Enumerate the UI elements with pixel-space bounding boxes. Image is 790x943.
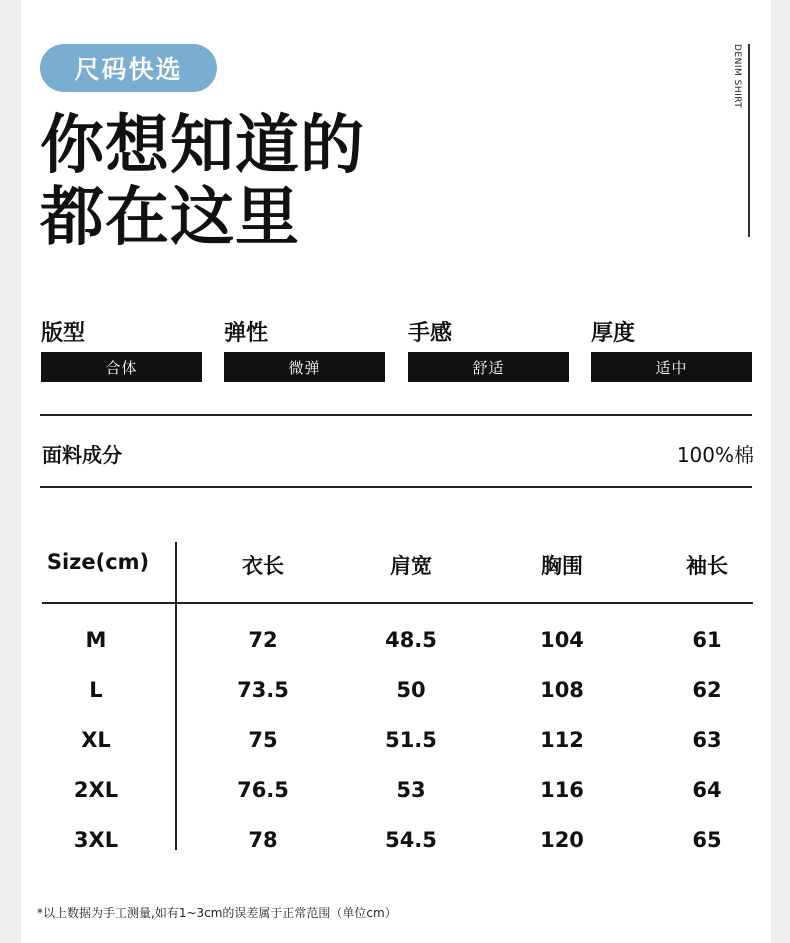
- row-m-length: 72: [248, 628, 278, 652]
- row-xl-chest: 112: [540, 728, 584, 752]
- row-2xl-size: 2XL: [73, 778, 119, 802]
- header-chest: 胸围: [541, 554, 583, 578]
- row-3xl-length: 78: [248, 828, 278, 852]
- row-3xl-chest: 120: [540, 828, 584, 852]
- measurement-note: *以上数据为手工测量,如有1~3cm的误差属于正常范围（单位cm）: [37, 906, 397, 920]
- vertical-divider: [748, 44, 750, 237]
- header-sleeve: 袖长: [686, 554, 728, 578]
- row-m-chest: 104: [540, 628, 584, 652]
- header-size: Size(cm): [46, 550, 150, 574]
- row-2xl-length: 76.5: [237, 778, 289, 802]
- row-3xl-sleeve: 65: [692, 828, 722, 852]
- row-xl-sleeve: 63: [692, 728, 722, 752]
- row-m-size: M: [85, 628, 107, 652]
- attr-elasticity-value: 微弹: [224, 352, 385, 382]
- headline-line-2: 都在这里: [40, 181, 300, 255]
- row-l-length: 73.5: [237, 678, 289, 702]
- size-quick-pick-badge: 尺码快选: [40, 44, 217, 92]
- row-3xl-shoulder: 54.5: [385, 828, 437, 852]
- divider-top: [40, 414, 752, 416]
- row-xl-size: XL: [81, 728, 111, 752]
- row-l-sleeve: 62: [692, 678, 722, 702]
- table-header-divider: [42, 602, 753, 604]
- row-3xl-size: 3XL: [73, 828, 119, 852]
- row-l-chest: 108: [540, 678, 584, 702]
- attr-thickness-label: 厚度: [591, 321, 636, 346]
- row-xl-length: 75: [248, 728, 278, 752]
- row-2xl-chest: 116: [540, 778, 584, 802]
- denim-shirt-vertical-label: DENIM SHIRT: [732, 44, 742, 109]
- row-m-sleeve: 61: [692, 628, 722, 652]
- attr-fit-label: 版型: [41, 321, 86, 346]
- divider-bottom: [40, 486, 752, 488]
- attr-feel-label: 手感: [408, 321, 453, 346]
- attr-fit-value: 合体: [41, 352, 202, 382]
- row-xl-shoulder: 51.5: [385, 728, 437, 752]
- attr-elasticity-label: 弹性: [224, 321, 269, 346]
- attr-thickness-value: 适中: [591, 352, 752, 382]
- fabric-value: 100%棉: [676, 443, 754, 467]
- header-shoulder: 肩宽: [390, 554, 432, 578]
- headline-line-1: 你想知道的: [40, 109, 365, 183]
- attr-feel-value: 舒适: [408, 352, 569, 382]
- header-length: 衣长: [242, 554, 284, 578]
- row-l-size: L: [89, 678, 103, 702]
- table-column-divider: [175, 542, 177, 850]
- row-2xl-sleeve: 64: [692, 778, 722, 802]
- row-2xl-shoulder: 53: [396, 778, 426, 802]
- row-l-shoulder: 50: [396, 678, 426, 702]
- fabric-label: 面料成分: [42, 443, 122, 467]
- row-m-shoulder: 48.5: [385, 628, 437, 652]
